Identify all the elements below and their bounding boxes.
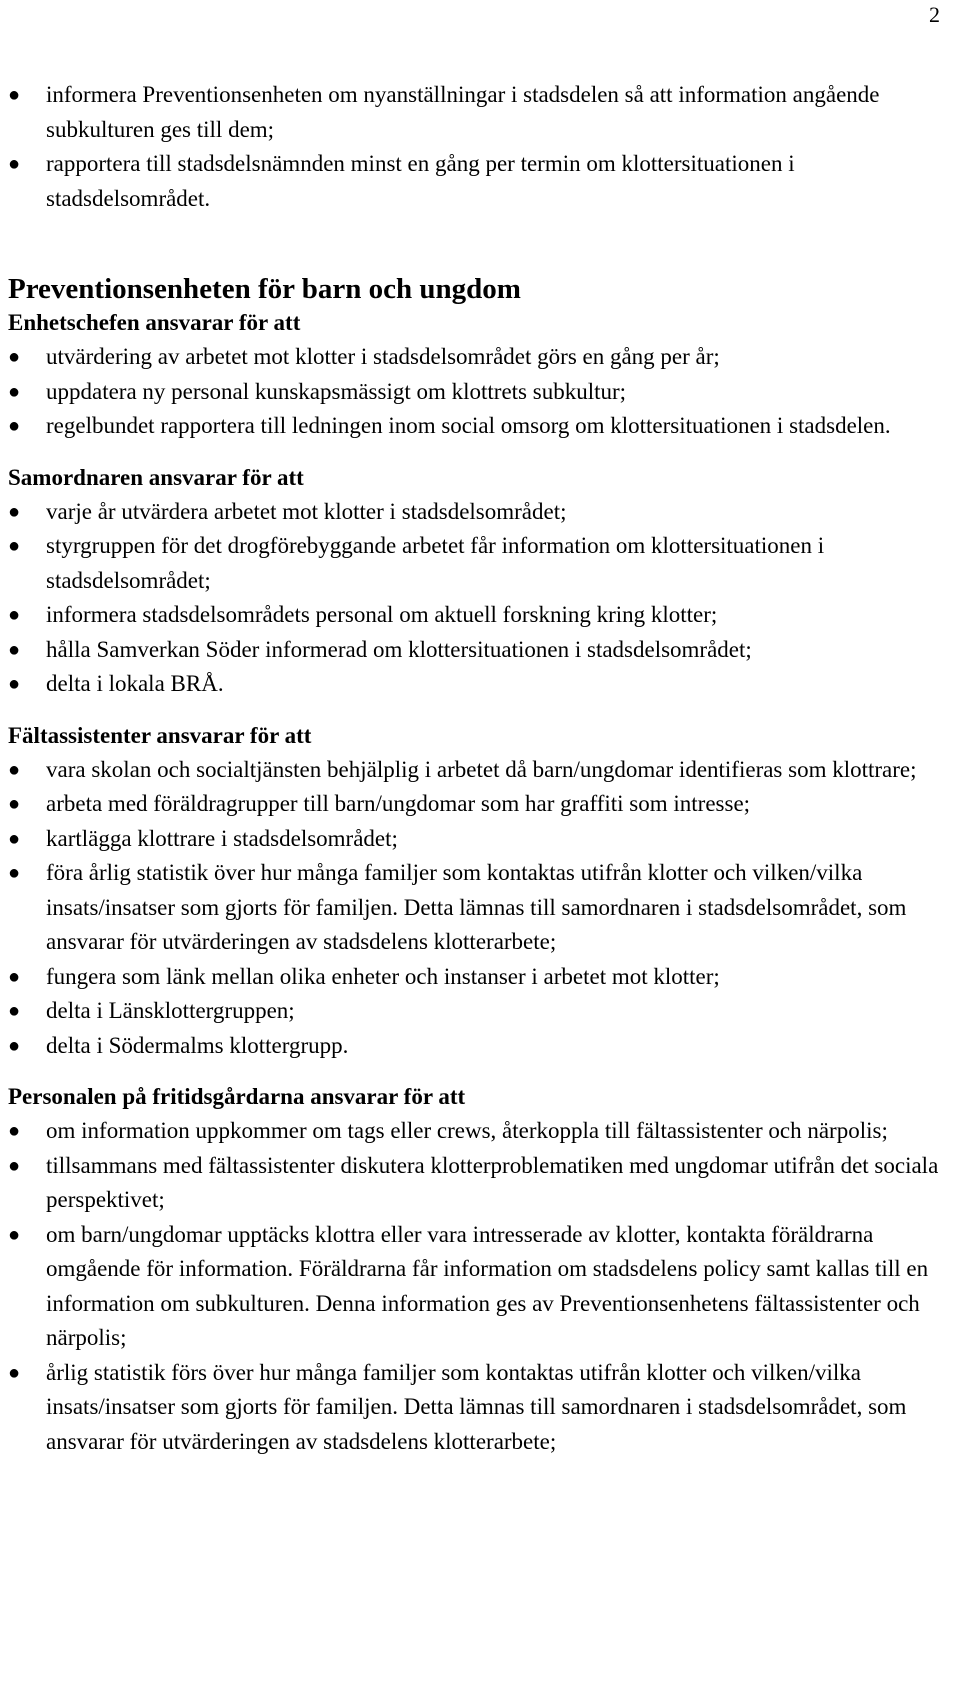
list-item-text: årlig statistik förs över hur många familjer som kontaktas utifrån klotter och vilken/vilka insats/insatser som gjorts för familjen. Detta lämnas till samordnaren i stadsdelsområdet, som ansvarar för utvärderingen av stadsdelens klotterarbete;	[46, 1359, 907, 1454]
list-item	[8, 78, 952, 147]
subsection-heading: Personalen på fritidsgårdarna ansvarar för att	[8, 1084, 466, 1109]
bullet-icon: ●	[8, 965, 21, 988]
list-item	[8, 633, 952, 668]
section-fritidsgardar	[8, 1080, 952, 1459]
list-item	[8, 822, 952, 857]
list-item	[8, 529, 952, 598]
list-item	[8, 856, 952, 960]
responsibility-list	[8, 340, 952, 444]
list-item-text: arbeta med föräldragrupper till barn/ungdomar som har graffiti som intresse;	[46, 791, 751, 816]
list-item	[8, 787, 952, 822]
subsection-heading: Samordnaren ansvarar för att	[8, 464, 304, 490]
section-title: Preventionsenheten för barn och ungdom	[8, 273, 521, 305]
bullet-icon: ●	[8, 1120, 21, 1142]
list-item-text: om information uppkommer om tags eller crews, återkoppla till fältassistenter och närpolis;	[46, 1118, 888, 1143]
list-item-text: om barn/ungdomar upptäcks klottra eller vara intresserade av klotter, kontakta föräldrarna omgående för information. Föräldrarna får information om stadsdelens policy samt kallas till en information om subkulturen. Denna information ges av Preventionsenhetens fältassistenter och närpolis;	[46, 1221, 929, 1350]
intro-list	[8, 78, 952, 216]
list-item-text: styrgruppen för det drogförebyggande arbetet får information om klottersituationen i stadsdelsområdet;	[46, 533, 825, 593]
list-item	[8, 409, 952, 444]
list-item	[8, 598, 952, 633]
bullet-icon: ●	[8, 1000, 21, 1022]
bullet-icon: ●	[8, 1034, 21, 1057]
subsection-heading: Enhetschefen ansvarar för att	[8, 310, 301, 335]
bullet-icon: ●	[8, 500, 21, 523]
list-item-text: delta i lokala BRÅ.	[46, 671, 224, 696]
list-item-text: uppdatera ny personal kunskapsmässigt om klottrets subkultur;	[46, 378, 627, 404]
list-item	[8, 495, 952, 530]
list-item	[8, 1114, 952, 1149]
list-item-text: rapportera till stadsdelsnämnden minst en gång per termin om klottersituationen i stadsdelsområdet.	[46, 151, 795, 211]
document-body	[8, 78, 952, 1459]
list-item-text: utvärdering av arbetet mot klotter i stadsdelsområdet görs en gång per år;	[46, 344, 720, 369]
bullet-icon: ●	[8, 604, 21, 626]
bullet-icon: ●	[8, 415, 21, 437]
page-number: 2	[929, 2, 940, 27]
list-item	[8, 1149, 952, 1218]
bullet-icon: ●	[8, 827, 21, 850]
bullet-icon: ●	[8, 346, 21, 368]
section-samordnaren	[8, 461, 952, 702]
list-item	[8, 340, 952, 375]
list-item	[8, 1218, 952, 1356]
section-faltassistenter	[8, 719, 952, 1064]
list-item-text: vara skolan och socialtjänsten behjälplig i arbetet då barn/ungdomar identifieras som klottrare;	[46, 756, 917, 782]
bullet-icon: ●	[8, 1361, 21, 1384]
list-item	[8, 753, 952, 788]
bullet-icon: ●	[8, 862, 21, 884]
list-item-text: informera stadsdelsområdets personal om aktuell forskning kring klotter;	[46, 602, 718, 627]
subsection-heading: Fältassistenter ansvarar för att	[8, 722, 312, 748]
bullet-icon: ●	[8, 535, 21, 557]
bullet-icon: ●	[8, 673, 21, 695]
responsibility-list	[8, 1114, 952, 1459]
bullet-icon: ●	[8, 380, 21, 403]
bullet-icon: ●	[8, 758, 21, 781]
list-item	[8, 375, 952, 410]
list-item-text: tillsammans med fältassistenter diskutera klotterproblematiken med ungdomar utifrån det sociala perspektivet;	[46, 1152, 939, 1212]
list-item-text: fungera som länk mellan olika enheter och instanser i arbetet mot klotter;	[46, 963, 720, 989]
responsibility-list	[8, 753, 952, 1064]
list-item-text: informera Preventionsenheten om nyanställningar i stadsdelen så att information angående subkulturen ges till dem;	[46, 82, 880, 142]
list-item	[8, 960, 952, 995]
bullet-icon: ●	[8, 638, 21, 661]
bullet-icon: ●	[8, 84, 21, 106]
list-item-text: delta i Länsklottergruppen;	[46, 998, 295, 1023]
list-item	[8, 994, 952, 1029]
bullet-icon: ●	[8, 1154, 21, 1177]
list-item	[8, 147, 952, 216]
responsibility-list	[8, 495, 952, 702]
list-item-text: kartlägga klottrare i stadsdelsområdet;	[46, 825, 398, 851]
bullet-icon: ●	[8, 793, 21, 815]
list-item	[8, 667, 952, 702]
list-item-text: varje år utvärdera arbetet mot klotter i stadsdelsområdet;	[46, 498, 567, 524]
bullet-icon: ●	[8, 1223, 21, 1246]
bullet-icon: ●	[8, 153, 21, 175]
list-item-text: föra årlig statistik över hur många familjer som kontaktas utifrån klotter och vilken/vilka insats/insatser som gjorts för familjen. Detta lämnas till samordnaren i stadsdelsområdet, som ansvarar för utvärderingen av stadsdelens klotterarbete;	[46, 860, 907, 954]
list-item	[8, 1356, 952, 1460]
list-item-text: delta i Södermalms klottergrupp.	[46, 1032, 349, 1058]
section-preventionsenheten	[8, 272, 952, 444]
list-item-text: hålla Samverkan Söder informerad om klottersituationen i stadsdelsområdet;	[46, 636, 752, 662]
list-item-text: regelbundet rapportera till ledningen inom social omsorg om klottersituationen i stadsdelen.	[46, 413, 891, 438]
list-item	[8, 1029, 952, 1064]
